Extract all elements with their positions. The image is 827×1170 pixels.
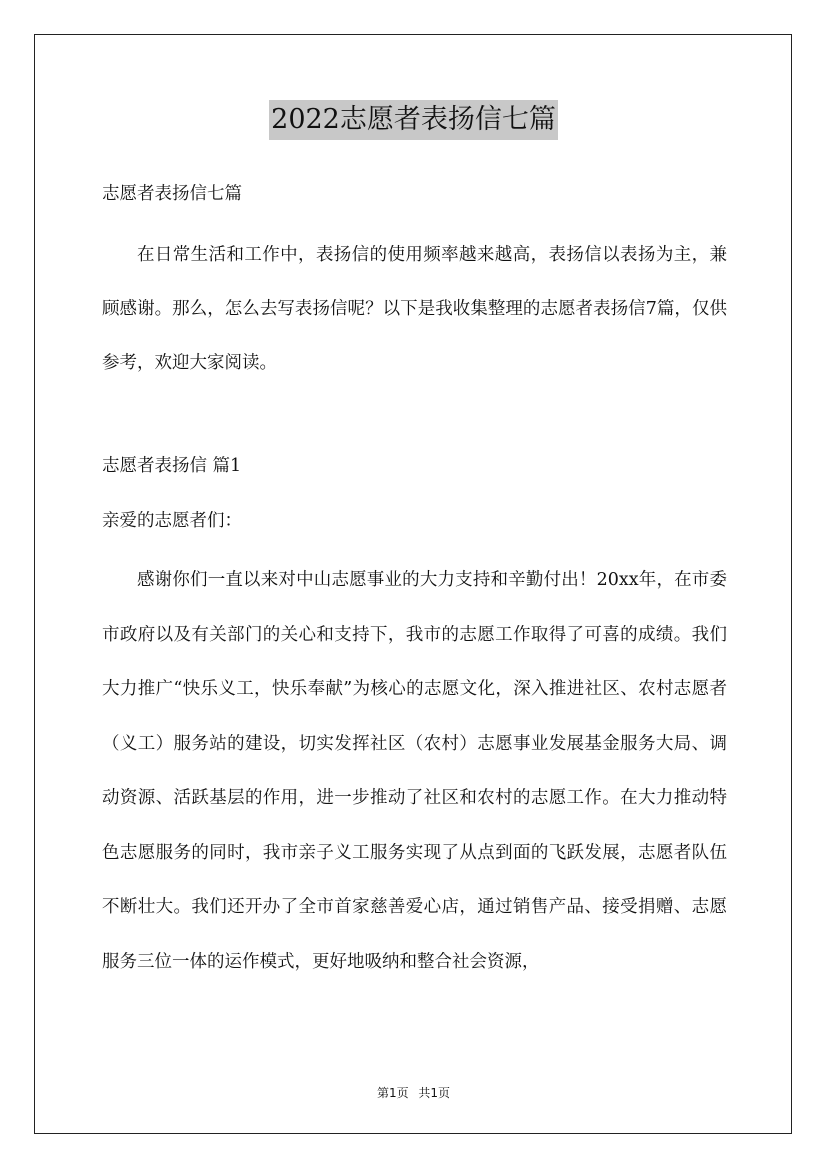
title-container (0, 100, 827, 140)
section-heading: 志愿者表扬信 篇1 (102, 456, 242, 476)
intro-paragraph: 在日常生活和工作中，表扬信的使用频率越来越高，表扬信以表扬为主，兼顾感谢。那么，怎么去写表扬信呢？以下是我收集整理的志愿者表扬信7篇，仅供参考，欢迎大家阅读。 (102, 245, 727, 373)
page-footer (0, 1084, 827, 1101)
subtitle: 志愿者表扬信七篇 (102, 184, 242, 204)
page-current: 第1页 (376, 1086, 409, 1100)
salutation: 亲爱的志愿者们： (102, 511, 242, 531)
body-paragraph: 感谢你们一直以来对中山志愿事业的大力支持和辛勤付出！20xx年，在市委市政府以及有关部门的关心和支持下，我市的志愿工作取得了可喜的成绩。我们大力推广“快乐义工，快乐奉献”为核心的志愿文化，深入推进社区、农村志愿者（义工）服务站的建设，切实发挥社区（农村）志愿事业发展基金服务大局、调动资源、活跃基层的作用，进一步推动了社区和农村的志愿工作。在大力推动特色志愿服务的同时，我市亲子义工服务实现了从点到面的飞跃发展，志愿者队伍不断壮大。我们还开办了全市首家慈善爱心店，通过销售产品、接受捐赠、志愿服务三位一体的运作模式，更好地吸纳和整合社会资源， (102, 570, 727, 972)
page-total: 共1页 (418, 1086, 451, 1100)
document-title: 2022志愿者表扬信七篇 (269, 100, 558, 140)
